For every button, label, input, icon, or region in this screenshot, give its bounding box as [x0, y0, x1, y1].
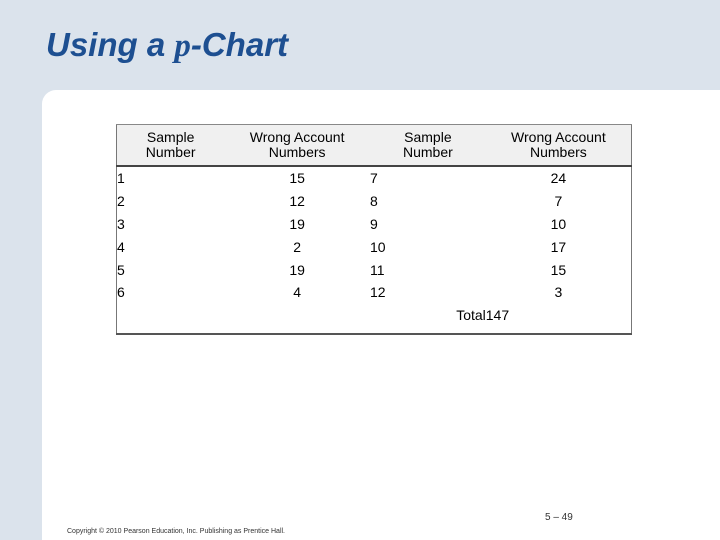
table-row	[117, 190, 632, 213]
empty-cell	[117, 304, 225, 334]
table-row	[117, 235, 632, 258]
wrong-accounts-cell: 19	[289, 215, 305, 232]
table-row	[117, 281, 632, 304]
empty-cell	[224, 304, 370, 334]
total-row	[117, 304, 632, 334]
sample-number-cell: 3	[117, 215, 125, 232]
sample-number-cell: 6	[117, 284, 125, 301]
page-title	[46, 26, 288, 65]
table-row	[117, 166, 632, 190]
table-row	[117, 258, 632, 281]
sample-number-cell: 5	[117, 261, 125, 278]
column-header-sample-number-2: Sample Number	[370, 125, 486, 167]
sample-number-cell: 8	[369, 193, 378, 210]
total-value: 147	[485, 306, 510, 323]
wrong-accounts-cell: 17	[550, 238, 567, 255]
page-number: 5 – 49	[545, 512, 573, 523]
table-body	[117, 166, 632, 334]
sample-number-cell: 11	[369, 261, 385, 278]
wrong-accounts-cell: 12	[289, 193, 305, 210]
sample-number-cell: 2	[117, 193, 125, 210]
wrong-accounts-cell: 10	[550, 215, 567, 232]
sample-data-table	[116, 124, 632, 335]
total-label: Total	[456, 306, 486, 323]
wrong-accounts-cell: 2	[293, 238, 302, 255]
wrong-accounts-cell: 7	[554, 193, 563, 210]
sample-number-cell: 1	[117, 170, 125, 187]
copyright-notice: Copyright © 2010 Pearson Education, Inc. Publishing as Prentice Hall.	[67, 528, 286, 535]
wrong-accounts-cell: 3	[554, 284, 563, 301]
table-header-row	[117, 125, 632, 167]
wrong-accounts-cell: 4	[293, 284, 302, 301]
sample-number-cell: 10	[369, 238, 386, 255]
wrong-accounts-cell: 24	[550, 170, 567, 187]
sample-number-cell: 7	[369, 170, 378, 187]
column-header-sample-number-1: Sample Number	[117, 125, 225, 167]
sample-number-cell: 9	[369, 215, 378, 232]
column-header-wrong-account-numbers-2: Wrong Account Numbers	[486, 125, 632, 167]
title-variable: p	[174, 28, 191, 64]
column-header-wrong-account-numbers-1: Wrong Account Numbers	[224, 125, 370, 167]
wrong-accounts-cell: 15	[550, 261, 567, 278]
title-prefix: Using a	[46, 26, 175, 63]
wrong-accounts-cell: 19	[289, 261, 305, 278]
table-row	[117, 213, 632, 236]
sample-number-cell: 4	[117, 238, 125, 255]
title-suffix: -Chart	[190, 26, 289, 63]
wrong-accounts-cell: 15	[289, 170, 305, 187]
sample-number-cell: 12	[369, 284, 386, 301]
